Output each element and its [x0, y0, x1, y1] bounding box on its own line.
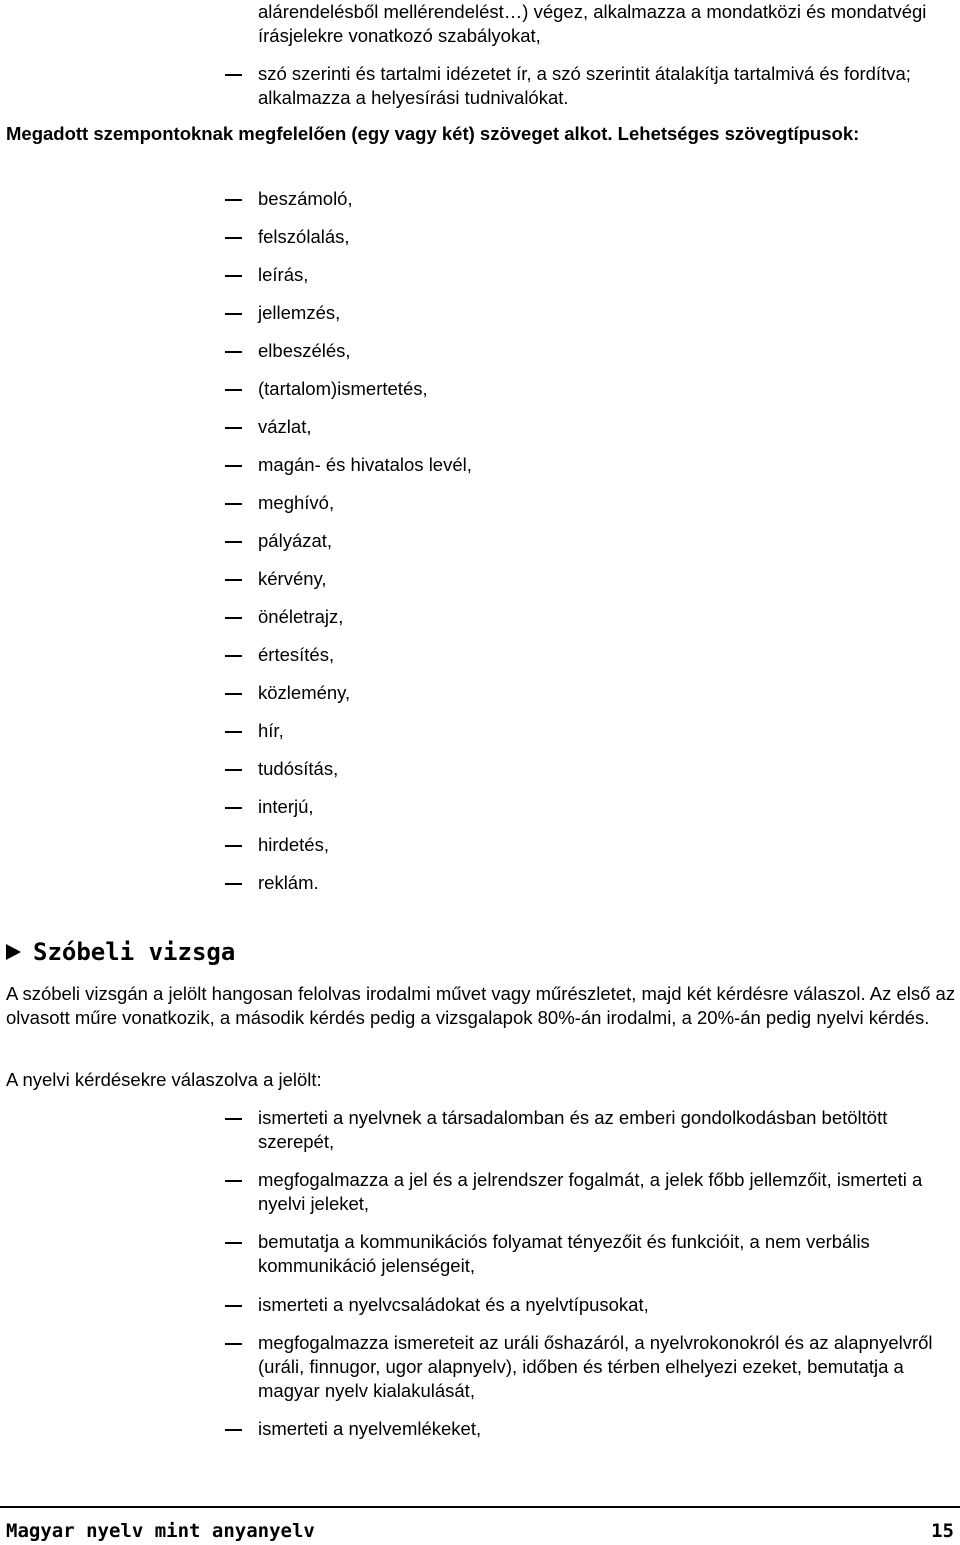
list-item-text: vázlat, — [258, 416, 312, 437]
list-item — [258, 1230, 948, 1278]
dash-bullet-icon — [225, 731, 242, 733]
dash-bullet-icon — [225, 1343, 242, 1345]
list-item — [258, 1331, 948, 1403]
list-item — [258, 339, 948, 363]
list-item-text: ismerteti a nyelvemlékeket, — [258, 1418, 482, 1439]
list-item — [258, 605, 948, 629]
triangle-bullet-icon — [6, 944, 21, 960]
list-item-text: közlemény, — [258, 682, 351, 703]
dash-bullet-icon — [225, 313, 242, 315]
footer-divider — [0, 1506, 960, 1508]
list-item — [258, 263, 948, 287]
list-item — [258, 871, 948, 895]
dash-bullet-icon — [225, 1118, 242, 1120]
dash-bullet-icon — [225, 1429, 242, 1431]
list-item-text: ismerteti a nyelvcsaládokat és a nyelvtípusokat, — [258, 1294, 649, 1315]
list-item-text: tudósítás, — [258, 758, 339, 779]
list-item — [258, 301, 948, 325]
list-item-text: értesítés, — [258, 644, 335, 665]
list-item — [258, 1293, 948, 1317]
section-heading-text: Szóbeli vizsga — [33, 938, 236, 966]
list-item — [258, 415, 948, 439]
list-item-text: (tartalom)ismertetés, — [258, 378, 428, 399]
list-item-text: bemutatja a kommunikációs folyamat tényezőit és funkcióit, a nem verbális kommunikáció jelenségeit, — [258, 1231, 870, 1276]
list-item — [258, 833, 948, 857]
dash-bullet-icon — [225, 655, 242, 657]
continuation-text: alárendelésből mellérendelést…) végez, alkalmazza a mondatközi és mondatvégi írásjelekre vonatkozó szabályokat, — [258, 1, 927, 46]
list-item-text: hirdetés, — [258, 834, 329, 855]
list-item — [258, 377, 948, 401]
list-item-text: leírás, — [258, 264, 309, 285]
list-item — [258, 1417, 948, 1441]
dash-bullet-icon — [225, 74, 242, 76]
list-item — [258, 643, 948, 667]
dash-bullet-icon — [225, 427, 242, 429]
list-item — [258, 491, 948, 515]
dash-bullet-icon — [225, 351, 242, 353]
dash-bullet-icon — [225, 237, 242, 239]
dash-bullet-icon — [225, 503, 242, 505]
list-item — [258, 62, 948, 110]
dash-bullet-icon — [225, 1242, 242, 1244]
list-item-text: reklám. — [258, 872, 319, 893]
dash-bullet-icon — [225, 465, 242, 467]
dash-bullet-icon — [225, 693, 242, 695]
footer-title: Magyar nyelv mint anyanyelv — [6, 1520, 315, 1542]
list-item-text: meghívó, — [258, 492, 335, 513]
list-item — [258, 529, 948, 553]
oral-exam-lead-in: A nyelvi kérdésekre válaszolva a jelölt: — [6, 1069, 322, 1090]
section-heading — [6, 936, 235, 968]
list-item-text: hír, — [258, 720, 284, 741]
list-item — [258, 225, 948, 249]
dash-bullet-icon — [225, 807, 242, 809]
dash-bullet-icon — [225, 617, 242, 619]
list-item-text: önéletrajz, — [258, 606, 344, 627]
list-item-text: elbeszélés, — [258, 340, 351, 361]
list-item-text: jellemzés, — [258, 302, 341, 323]
list-item-text: ismerteti a nyelvnek a társadalomban és az emberi gondolkodásban betöltött szerepét, — [258, 1107, 888, 1152]
dash-bullet-icon — [225, 275, 242, 277]
list-item-text: interjú, — [258, 796, 314, 817]
list-item-text: pályázat, — [258, 530, 333, 551]
dash-bullet-icon — [225, 389, 242, 391]
list-item — [258, 757, 948, 781]
dash-bullet-icon — [225, 883, 242, 885]
list-item — [258, 1168, 948, 1216]
page-number: 15 — [931, 1520, 954, 1542]
dash-bullet-icon — [225, 769, 242, 771]
list-item — [258, 681, 948, 705]
list-item — [258, 1106, 948, 1154]
list-item — [258, 719, 948, 743]
list-item-text: szó szerinti és tartalmi idézetet ír, a szó szerintit átalakítja tartalmivá és fordítva; alkalmazza a helyesírási tudnivalókat. — [258, 63, 911, 108]
list-item-text: megfogalmazza ismereteit az uráli őshazáról, a nyelvrokonokról és az alapnyelvről (uráli, finnugor, ugor alapnyelv), időben és térben elhelyezi ezeket, bemutatja a magyar nyelv kialakulását, — [258, 1332, 933, 1401]
dash-bullet-icon — [225, 845, 242, 847]
list-item-text: magán- és hivatalos levél, — [258, 454, 472, 475]
list-item-text: megfogalmazza a jel és a jelrendszer fogalmát, a jelek főbb jellemzőit, ismerteti a nyelvi jeleket, — [258, 1169, 923, 1214]
list-item-text: beszámoló, — [258, 188, 353, 209]
dash-bullet-icon — [225, 199, 242, 201]
list-item-text: felszólalás, — [258, 226, 350, 247]
list-item — [258, 453, 948, 477]
list-item-text: kérvény, — [258, 568, 327, 589]
writing-task-intro: Megadott szempontoknak megfelelően (egy vagy két) szöveget alkot. Lehetséges szövegtípusok: — [6, 123, 860, 144]
list-item — [258, 187, 948, 211]
oral-exam-paragraph: A szóbeli vizsgán a jelölt hangosan felolvas irodalmi művet vagy műrészletet, majd két kérdésre válaszol. Az első az olvasott műre vonatkozik, a második kérdés pedig a vizsgalapok 80%-án irodalmi, a 20%-án pedig nyelvi kérdés. — [6, 983, 956, 1028]
list-item — [258, 567, 948, 591]
dash-bullet-icon — [225, 1305, 242, 1307]
dash-bullet-icon — [225, 541, 242, 543]
dash-bullet-icon — [225, 1180, 242, 1182]
dash-bullet-icon — [225, 579, 242, 581]
list-item — [258, 795, 948, 819]
